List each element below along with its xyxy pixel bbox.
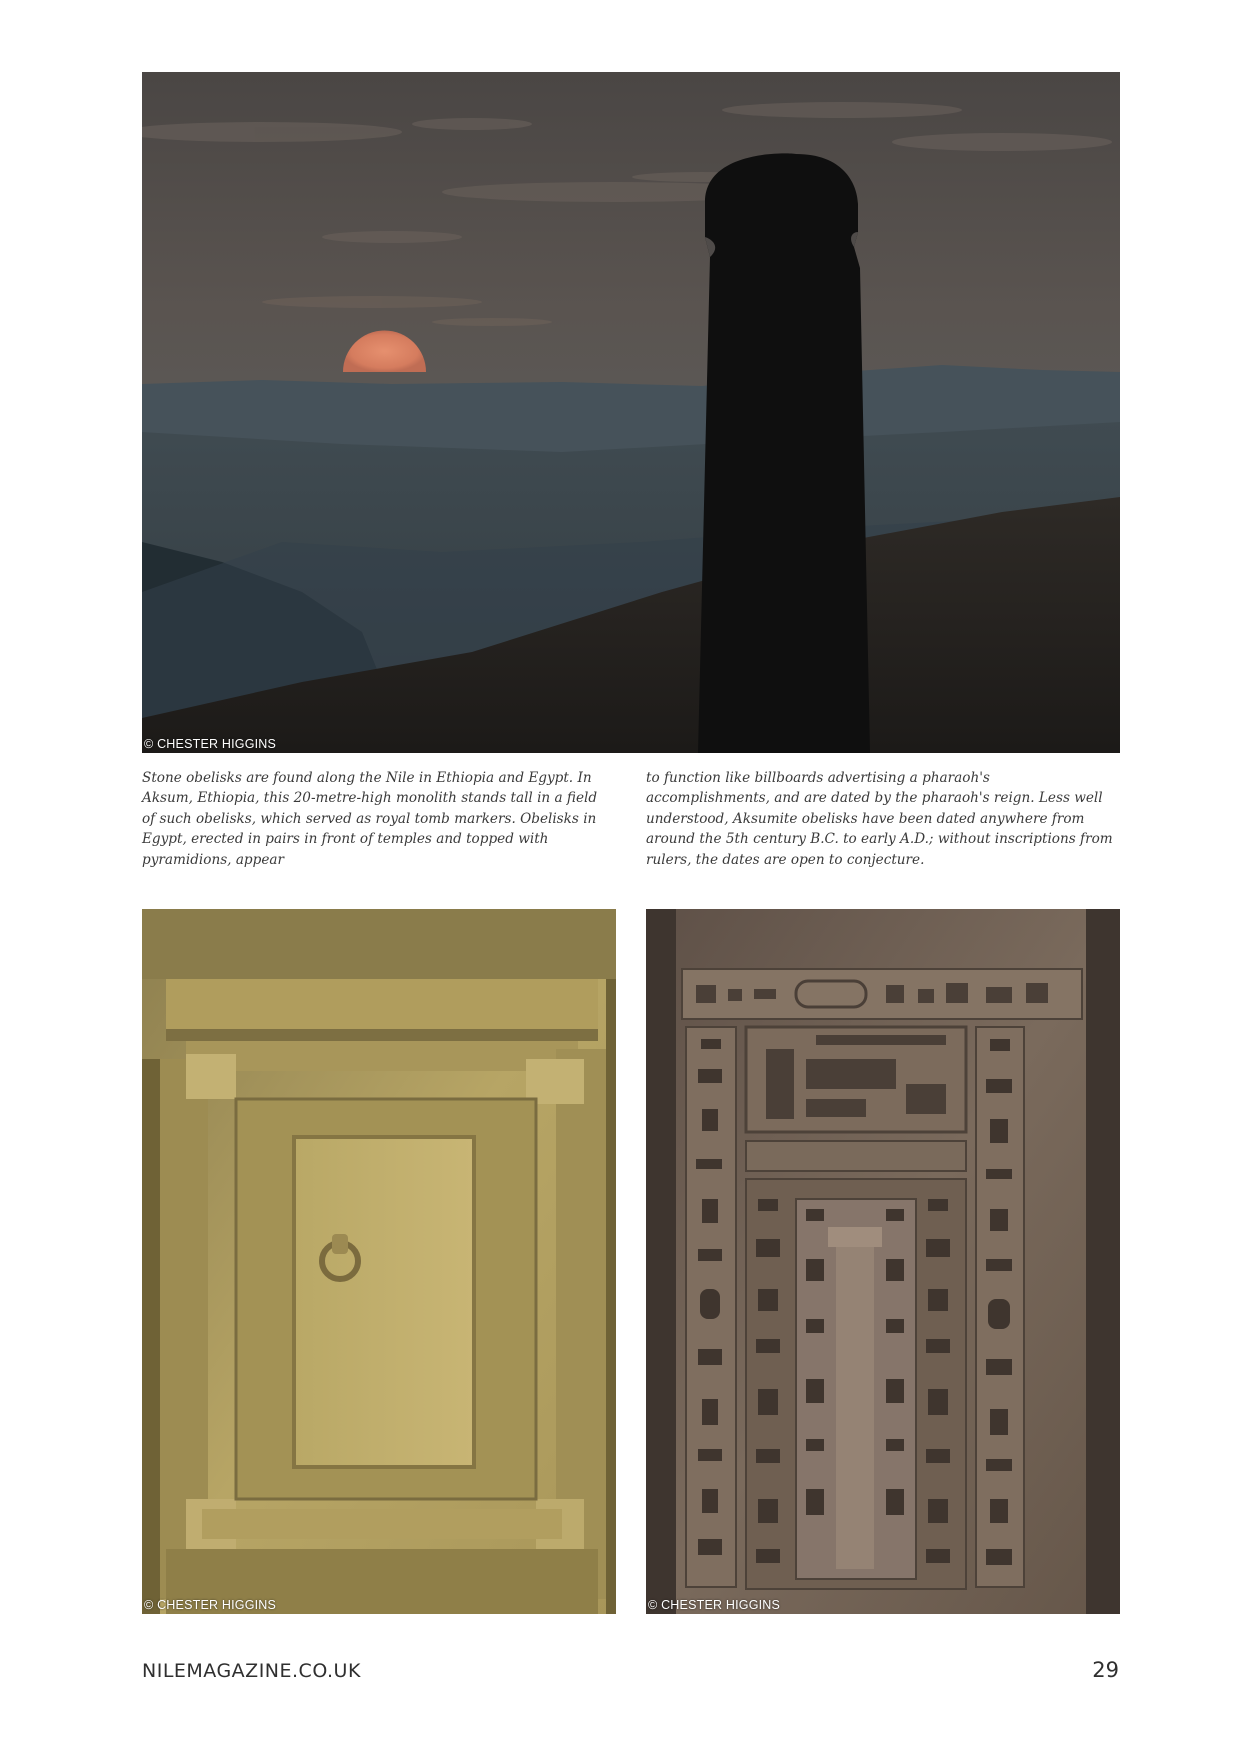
photo-credit: © CHESTER HIGGINS bbox=[648, 1598, 781, 1612]
caption-left-column: Stone obelisks are found along the Nile in Ethiopia and Egypt. In Aksum, Ethiopia, this 20-metre-high monolith stands tall in a field of such obelisks, which served as royal tomb markers. Obelisks in Egypt, erected in pairs in front of temples and topped with pyramidions, appear bbox=[142, 770, 598, 868]
page-number: 29 bbox=[1092, 1658, 1119, 1682]
hieroglyph-stela-photo bbox=[646, 909, 1120, 1614]
caption-right-column: to function like billboards advertising a pharaoh's accomplishments, and are dated by the pharaoh's reign. Less well understood, Aksumite obelisks have been dated anywhere from around the 5th century B.C. to early A.D.; without inscriptions from rulers, the dates are open to conjecture. bbox=[646, 770, 1113, 868]
stone-false-door-photo bbox=[142, 909, 616, 1614]
photo-credit: © CHESTER HIGGINS bbox=[144, 1598, 277, 1612]
photo-credit: © CHESTER HIGGINS bbox=[144, 737, 277, 751]
footer-website: NILEMAGAZINE.CO.UK bbox=[142, 1660, 361, 1682]
obelisk-sunset-photo bbox=[142, 72, 1120, 753]
